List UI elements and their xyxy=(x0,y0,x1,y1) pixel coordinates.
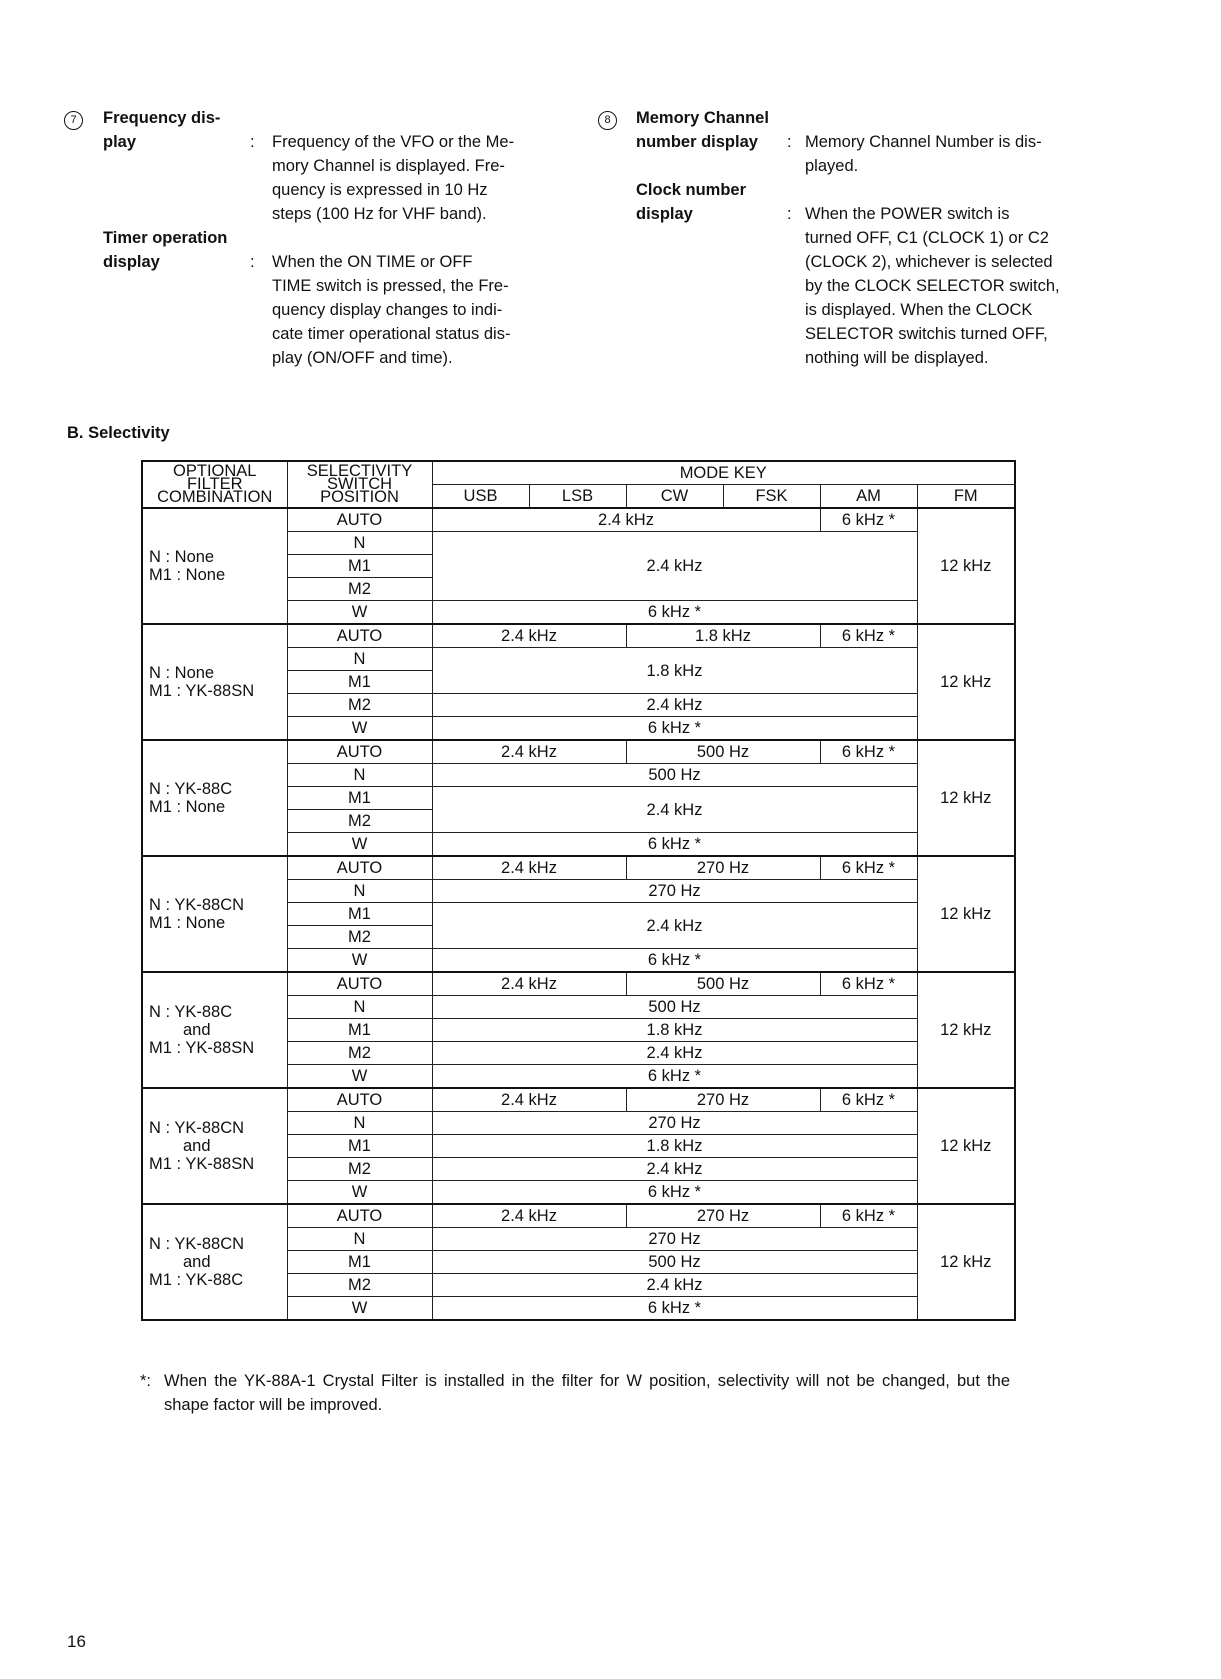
page-number: 16 xyxy=(67,1632,86,1651)
selectivity-value-am: 6 kHz * xyxy=(820,508,917,532)
selectivity-value: 6 kHz * xyxy=(432,1181,917,1205)
selectivity-value: 2.4 kHz xyxy=(432,1158,917,1181)
filter-combination-cell: N : YK-88CN M1 : None xyxy=(142,856,287,972)
position-m1: M1 xyxy=(287,1135,432,1158)
position-m2: M2 xyxy=(287,578,432,601)
selectivity-value-ssb: 2.4 kHz xyxy=(432,740,626,764)
timer-operation-display-colon: : xyxy=(250,253,255,271)
position-n: N xyxy=(287,1228,432,1251)
selectivity-value: 1.8 kHz xyxy=(432,1019,917,1042)
position-n: N xyxy=(287,648,432,671)
position-auto: AUTO xyxy=(287,1088,432,1112)
selectivity-value-fm: 12 kHz xyxy=(917,508,1015,624)
timer-operation-display-description: When the ON TIME or OFF TIME switch is pressed, the Fre- quency display changes to indi- cate timer operational status dis- play (ON/OFF and time). xyxy=(272,253,511,367)
footnote-marker: *: xyxy=(140,1372,152,1390)
position-n: N xyxy=(287,880,432,903)
selectivity-value: 6 kHz * xyxy=(432,601,917,625)
memory-channel-display-title: Memory Channel number display xyxy=(636,109,769,151)
position-w: W xyxy=(287,1065,432,1089)
selectivity-value-am: 6 kHz * xyxy=(820,1204,917,1228)
selectivity-value: 270 Hz xyxy=(432,1112,917,1135)
selectivity-value-cw-fsk: 500 Hz xyxy=(626,740,820,764)
selectivity-value: 500 Hz xyxy=(432,1251,917,1274)
filter-combination-cell: N : YK-88C M1 : None xyxy=(142,740,287,856)
item-8-marker: 8 xyxy=(598,106,617,130)
selectivity-value: 2.4 kHz xyxy=(432,1274,917,1297)
header-mode-usb: USB xyxy=(432,485,529,509)
selectivity-value: 2.4 kHz xyxy=(432,1042,917,1065)
position-n: N xyxy=(287,1112,432,1135)
position-n: N xyxy=(287,532,432,555)
selectivity-value-cw-fsk: 500 Hz xyxy=(626,972,820,996)
position-w: W xyxy=(287,1297,432,1321)
selectivity-value-fm: 12 kHz xyxy=(917,1088,1015,1204)
item-7-marker: 7 xyxy=(64,106,83,130)
filter-combination-cell: N : YK-88CN and M1 : YK-88C xyxy=(142,1204,287,1320)
selectivity-value: 6 kHz * xyxy=(432,717,917,741)
selectivity-value-fm: 12 kHz xyxy=(917,1204,1015,1320)
position-n: N xyxy=(287,764,432,787)
filter-combination-cell: N : YK-88C and M1 : YK-88SN xyxy=(142,972,287,1088)
position-w: W xyxy=(287,717,432,741)
frequency-display-colon: : xyxy=(250,133,255,151)
header-selectivity-switch-position: SELECTIVITY SWITCH POSITION xyxy=(287,461,432,508)
selectivity-value-ssb: 2.4 kHz xyxy=(432,1204,626,1228)
position-m2: M2 xyxy=(287,1158,432,1181)
position-auto: AUTO xyxy=(287,740,432,764)
frequency-display-title: Frequency dis- play xyxy=(103,109,221,151)
selectivity-value: 2.4 kHz xyxy=(432,532,917,601)
clock-number-display-colon: : xyxy=(787,205,792,223)
position-m2: M2 xyxy=(287,810,432,833)
filter-combination-cell: N : YK-88CN and M1 : YK-88SN xyxy=(142,1088,287,1204)
position-w: W xyxy=(287,949,432,973)
selectivity-value: 2.4 kHz xyxy=(432,508,820,532)
position-auto: AUTO xyxy=(287,508,432,532)
header-mode-fm: FM xyxy=(917,485,1015,509)
memory-channel-display-description: Memory Channel Number is dis- played. xyxy=(805,133,1042,175)
selectivity-value-cw-fsk: 270 Hz xyxy=(626,856,820,880)
selectivity-value-am: 6 kHz * xyxy=(820,740,917,764)
clock-number-display-description: When the POWER switch is turned OFF, C1 (CLOCK 1) or C2 (CLOCK 2), whichever is selected by the CLOCK SELECTOR switch, is displayed. When the CLOCK SELECTOR switchis turned OFF, nothing will be displayed. xyxy=(805,205,1060,367)
selectivity-value: 1.8 kHz xyxy=(432,648,917,694)
selectivity-value: 500 Hz xyxy=(432,996,917,1019)
footnote xyxy=(140,1369,1010,1417)
position-auto: AUTO xyxy=(287,624,432,648)
selectivity-value-fm: 12 kHz xyxy=(917,624,1015,740)
selectivity-section-title: B. Selectivity xyxy=(67,424,170,442)
position-auto: AUTO xyxy=(287,856,432,880)
filter-combination-cell: N : None M1 : None xyxy=(142,508,287,624)
position-w: W xyxy=(287,601,432,625)
selectivity-value: 2.4 kHz xyxy=(432,694,917,717)
memory-channel-display-colon: : xyxy=(787,133,792,151)
position-m1: M1 xyxy=(287,671,432,694)
selectivity-value-fm: 12 kHz xyxy=(917,856,1015,972)
selectivity-value-fm: 12 kHz xyxy=(917,740,1015,856)
selectivity-value-am: 6 kHz * xyxy=(820,856,917,880)
selectivity-value: 1.8 kHz xyxy=(432,1135,917,1158)
selectivity-value-am: 6 kHz * xyxy=(820,1088,917,1112)
clock-number-display-title: Clock number display xyxy=(636,181,747,223)
position-m2: M2 xyxy=(287,1274,432,1297)
selectivity-value: 2.4 kHz xyxy=(432,787,917,833)
selectivity-value: 6 kHz * xyxy=(432,833,917,857)
selectivity-value-am: 6 kHz * xyxy=(820,624,917,648)
position-m1: M1 xyxy=(287,1251,432,1274)
selectivity-value: 6 kHz * xyxy=(432,1297,917,1321)
selectivity-value-fm: 12 kHz xyxy=(917,972,1015,1088)
position-w: W xyxy=(287,1181,432,1205)
position-auto: AUTO xyxy=(287,972,432,996)
position-m2: M2 xyxy=(287,1042,432,1065)
position-m1: M1 xyxy=(287,903,432,926)
frequency-display-description: Frequency of the VFO or the Me- mory Channel is displayed. Fre- quency is expressed in 10 Hz steps (100 Hz for VHF band). xyxy=(272,133,515,223)
selectivity-value-cw-fsk: 1.8 kHz xyxy=(626,624,820,648)
filter-combination-cell: N : None M1 : YK-88SN xyxy=(142,624,287,740)
selectivity-value: 500 Hz xyxy=(432,764,917,787)
header-mode-key: MODE KEY xyxy=(432,461,1015,485)
selectivity-value: 2.4 kHz xyxy=(432,903,917,949)
position-w: W xyxy=(287,833,432,857)
selectivity-value-ssb: 2.4 kHz xyxy=(432,624,626,648)
position-m2: M2 xyxy=(287,694,432,717)
selectivity-value: 6 kHz * xyxy=(432,949,917,973)
selectivity-value-cw-fsk: 270 Hz xyxy=(626,1204,820,1228)
header-mode-lsb: LSB xyxy=(529,485,626,509)
header-optional-filter-combination: OPTIONAL FILTER COMBINATION xyxy=(142,461,287,508)
position-n: N xyxy=(287,996,432,1019)
selectivity-value-am: 6 kHz * xyxy=(820,972,917,996)
selectivity-value: 270 Hz xyxy=(432,1228,917,1251)
selectivity-table-wrapper xyxy=(141,460,1016,1321)
header-mode-am: AM xyxy=(820,485,917,509)
header-mode-cw: CW xyxy=(626,485,723,509)
position-m1: M1 xyxy=(287,787,432,810)
selectivity-value-cw-fsk: 270 Hz xyxy=(626,1088,820,1112)
selectivity-table xyxy=(141,460,1016,1321)
header-mode-fsk: FSK xyxy=(723,485,820,509)
position-m2: M2 xyxy=(287,926,432,949)
selectivity-value-ssb: 2.4 kHz xyxy=(432,856,626,880)
position-m1: M1 xyxy=(287,555,432,578)
selectivity-value-ssb: 2.4 kHz xyxy=(432,972,626,996)
footnote-text: When the YK-88A-1 Crystal Filter is installed in the filter for W position, selectivity will not be changed, but the shape factor will be improved. xyxy=(164,1372,1010,1414)
timer-operation-display-title: Timer operation display xyxy=(103,229,228,271)
selectivity-value: 270 Hz xyxy=(432,880,917,903)
selectivity-value-ssb: 2.4 kHz xyxy=(432,1088,626,1112)
selectivity-value: 6 kHz * xyxy=(432,1065,917,1089)
position-auto: AUTO xyxy=(287,1204,432,1228)
position-m1: M1 xyxy=(287,1019,432,1042)
